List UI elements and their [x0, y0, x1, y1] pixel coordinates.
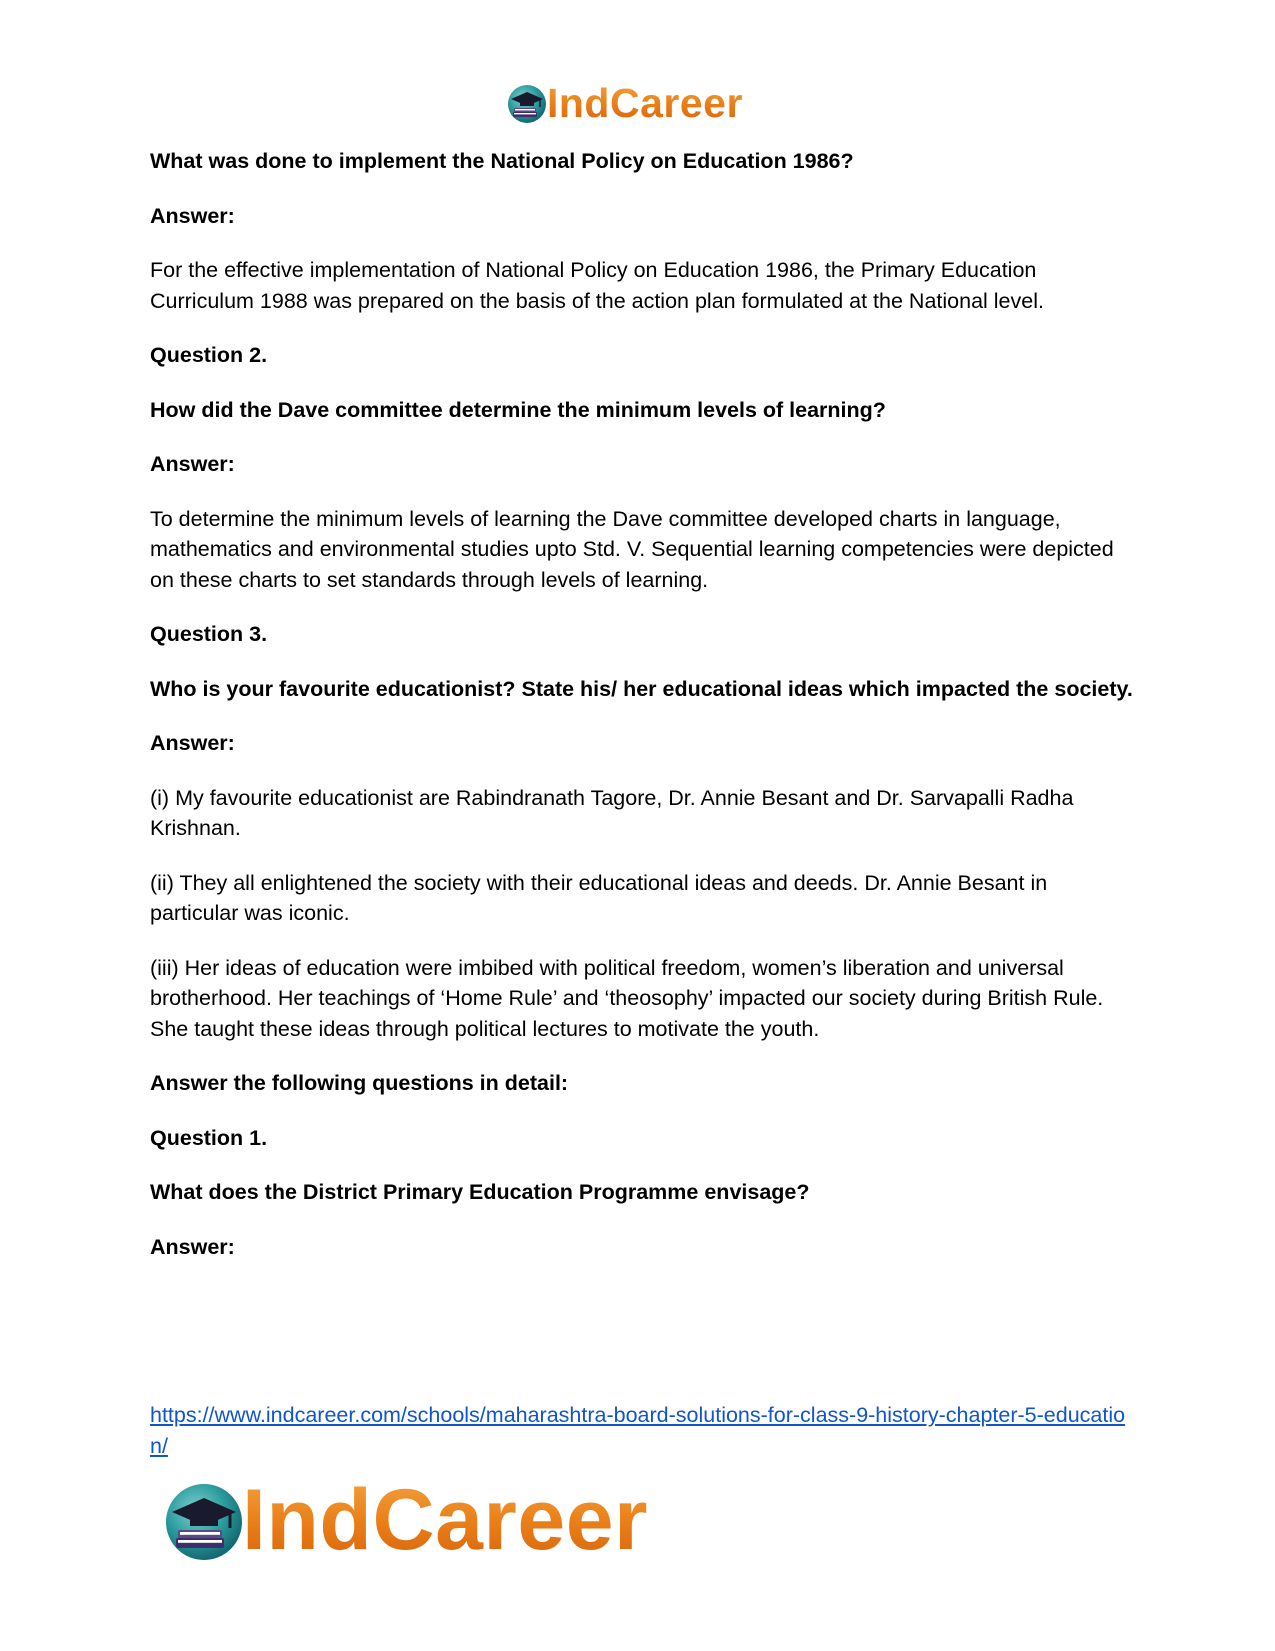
- logo-text: IndCareer: [547, 79, 743, 126]
- answer-text: (i) My favourite educationist are Rabindranath Tagore, Dr. Annie Besant and Dr. Sarvapalli Radha Krishnan.: [150, 785, 1074, 840]
- graduation-cap-book-globe-icon: [160, 1476, 248, 1564]
- question-heading: What does the District Primary Education Programme envisage?: [150, 1180, 810, 1204]
- answer-label: Answer:: [150, 452, 235, 476]
- question-heading: How did the Dave committee determine the minimum levels of learning?: [150, 397, 886, 422]
- header-logo: [505, 80, 743, 126]
- section-heading: Answer the following questions in detail:: [150, 1071, 569, 1095]
- footer-logo: [160, 1474, 648, 1566]
- document-body: [150, 146, 1140, 1286]
- graduation-cap-book-globe-icon: [505, 81, 549, 125]
- answer-text: To determine the minimum levels of learning the Dave committee developed charts in language, mathematics and environmental studies upto Std. V. Sequential learning competencies were depicted on these charts to set standards through levels of learning.: [150, 506, 1114, 592]
- answer-text: For the effective implementation of National Policy on Education 1986, the Primary Education Curriculum 1988 was prepared on the basis of the action plan formulated at the National level.: [150, 258, 1044, 313]
- question-number: Question 3.: [150, 622, 268, 646]
- question-heading: What was done to implement the National Policy on Education 1986?: [150, 149, 854, 173]
- question-number: Question 1.: [150, 1125, 268, 1150]
- answer-text: (ii) They all enlightened the society with their educational ideas and deeds. Dr. Annie Besant in particular was iconic.: [150, 870, 1048, 925]
- answer-label: Answer:: [150, 203, 235, 228]
- logo-text: IndCareer: [242, 1472, 648, 1568]
- answer-text: (iii) Her ideas of education were imbibed with political freedom, women’s liberation and universal brotherhood. Her teachings of ‘Home Rule’ and ‘theosophy’ impacted our society during British Rule. She taught these ideas through political lectures to motivate the youth.: [150, 955, 1104, 1041]
- source-link[interactable]: https://www.indcareer.com/schools/maharashtra-board-solutions-for-class-9-history-chapter-5-education/: [150, 1403, 1126, 1458]
- answer-label: Answer:: [150, 731, 235, 755]
- question-number: Question 2.: [150, 343, 268, 367]
- source-link-block: [150, 1400, 1140, 1461]
- answer-label: Answer:: [150, 1234, 235, 1259]
- question-heading: Who is your favourite educationist? State his/ her educational ideas which impacted the society.: [150, 676, 1133, 701]
